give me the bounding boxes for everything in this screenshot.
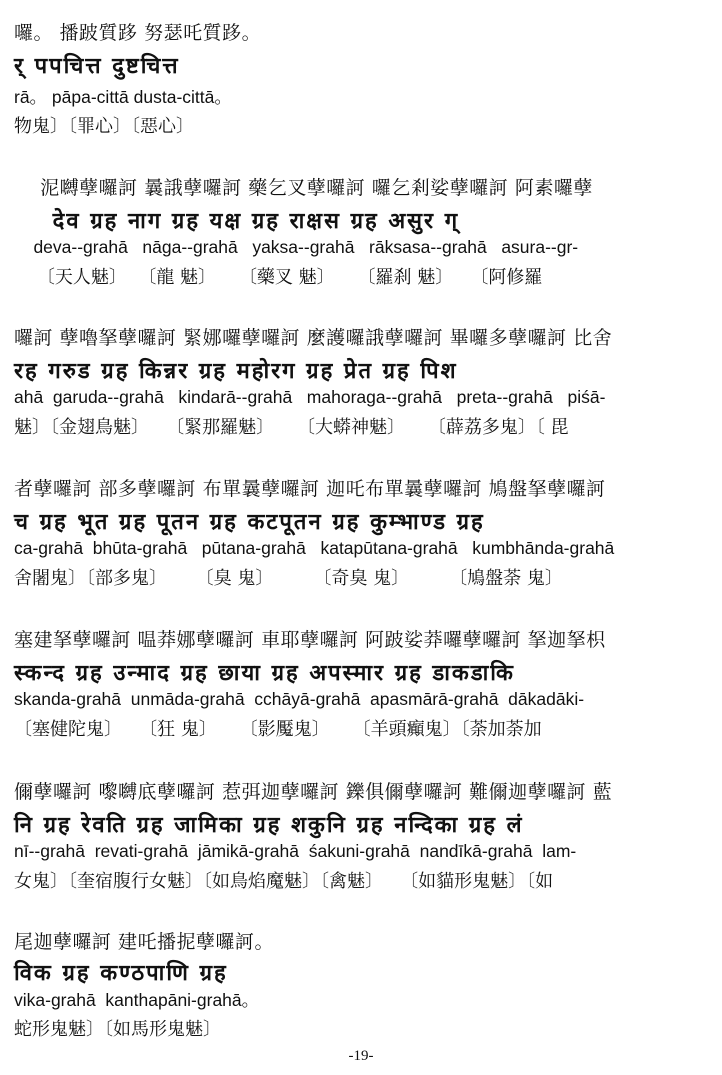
- siddham-script-line: रह गरुड ग्रह किन्नर ग्रह महोरग ग्रह प्रेत ग्रह पिश: [14, 358, 458, 384]
- romanization-line: deva--grahā nāga--grahā yaksa--grahā rāksasa--grahā asura--gr-: [14, 237, 579, 257]
- gloss-line: 蛇形鬼魅〕〔如馬形鬼魅〕: [14, 1019, 221, 1040]
- chinese-transliteration-line: 囉訶 孽嚕拏孽囉訶 緊娜囉孽囉訶 麼護囉誐孽囉訶 畢囉多孽囉訶 比舍: [14, 327, 613, 349]
- chinese-transliteration-line: 尾迦孽囉訶 建吒播抳孽囉訶。: [14, 931, 275, 953]
- romanization-line: ahā garuda--grahā kindarā--grahā mahoraga--grahā preta--grahā piśā-: [14, 387, 606, 407]
- romanization-line: skanda-grahā unmāda-grahā cchāyā-grahā apasmārā-grahā dākadāki-: [14, 689, 585, 709]
- gloss-line: 女鬼〕〔奎宿腹行女魅〕〔如鳥焰魔魅〕〔禽魅〕 〔如貓形鬼魅〕〔如: [14, 871, 554, 892]
- siddham-script-line: देव ग्रह नाग ग्रह यक्ष ग्रह राक्षस ग्रह असुर ग्: [14, 208, 460, 234]
- siddham-script-line: नि ग्रह रेवति ग्रह जामिका ग्रह शकुनि ग्रह नन्दिका ग्रह लं: [14, 812, 524, 838]
- romanization-line: ca-grahā bhūta-grahā pūtana-grahā katapūtana-grahā kumbhānda-grahā: [14, 538, 615, 558]
- siddham-script-line: विक ग्रह कण्ठपाणि ग्रह: [14, 960, 228, 986]
- siddham-script-line: र् पपचित्त दुष्टचित्त: [14, 53, 180, 79]
- chinese-transliteration-line: 囉。 播跛質跢 努瑟吒質跢。: [14, 22, 262, 44]
- gloss-line: 物鬼〕〔罪心〕〔惡心〕: [14, 116, 194, 137]
- chinese-transliteration-line: 者孽囉訶 部多孽囉訶 布單曩孽囉訶 迦吒布單曩孽囉訶 鳩盤拏孽囉訶: [14, 478, 606, 500]
- chinese-transliteration-line: 泥嚩孽囉訶 曩誐孽囉訶 藥乞叉孽囉訶 囉乞剎娑孽囉訶 阿素囉孽: [14, 177, 593, 199]
- gloss-line: 魅〕〔金翅鳥魅〕 〔緊那羅魅〕 〔大蟒神魅〕 〔薜荔多鬼〕〔 毘: [14, 417, 569, 438]
- siddham-script-line: च ग्रह भूत ग्रह पूतन ग्रह कटपूतन ग्रह कुम्भाण्ड ग्रह: [14, 509, 485, 535]
- romanization-line: nī--grahā revati-grahā jāmikā-grahā śakuni-grahā nandīkā-grahā lam-: [14, 841, 577, 861]
- romanization-line: vika-grahā kanthapāni-grahā。: [14, 990, 260, 1010]
- gloss-line: 舍闍鬼〕〔部多鬼〕 〔臭 鬼〕 〔奇臭 鬼〕 〔鳩盤荼 鬼〕: [14, 568, 563, 589]
- chinese-transliteration-line: 儞孽囉訶 嚟嚩底孽囉訶 惹弭迦孽囉訶 鑠俱儞孽囉訶 難儞迦孽囉訶 藍: [14, 781, 613, 803]
- chinese-transliteration-line: 塞建拏孽囉訶 嗢莽娜孽囉訶 車耶孽囉訶 阿跛娑莽囉孽囉訶 拏迦拏枳: [14, 629, 606, 651]
- romanization-line: rā。 pāpa-cittā dusta-cittā。: [14, 87, 232, 107]
- page-number: -19-: [348, 1048, 374, 1064]
- gloss-line: 〔塞健陀鬼〕 〔狂 鬼〕 〔影魘鬼〕 〔羊頭癲鬼〕〔荼加荼加: [14, 719, 542, 740]
- gloss-line: 〔天人魅〕 〔龍 魅〕 〔藥叉 魅〕 〔羅刹 魅〕 〔阿修羅: [14, 267, 543, 288]
- siddham-script-line: स्कन्द ग्रह उन्माद ग्रह छाया ग्रह अपस्मार ग्रह डाकडाकि: [14, 660, 515, 686]
